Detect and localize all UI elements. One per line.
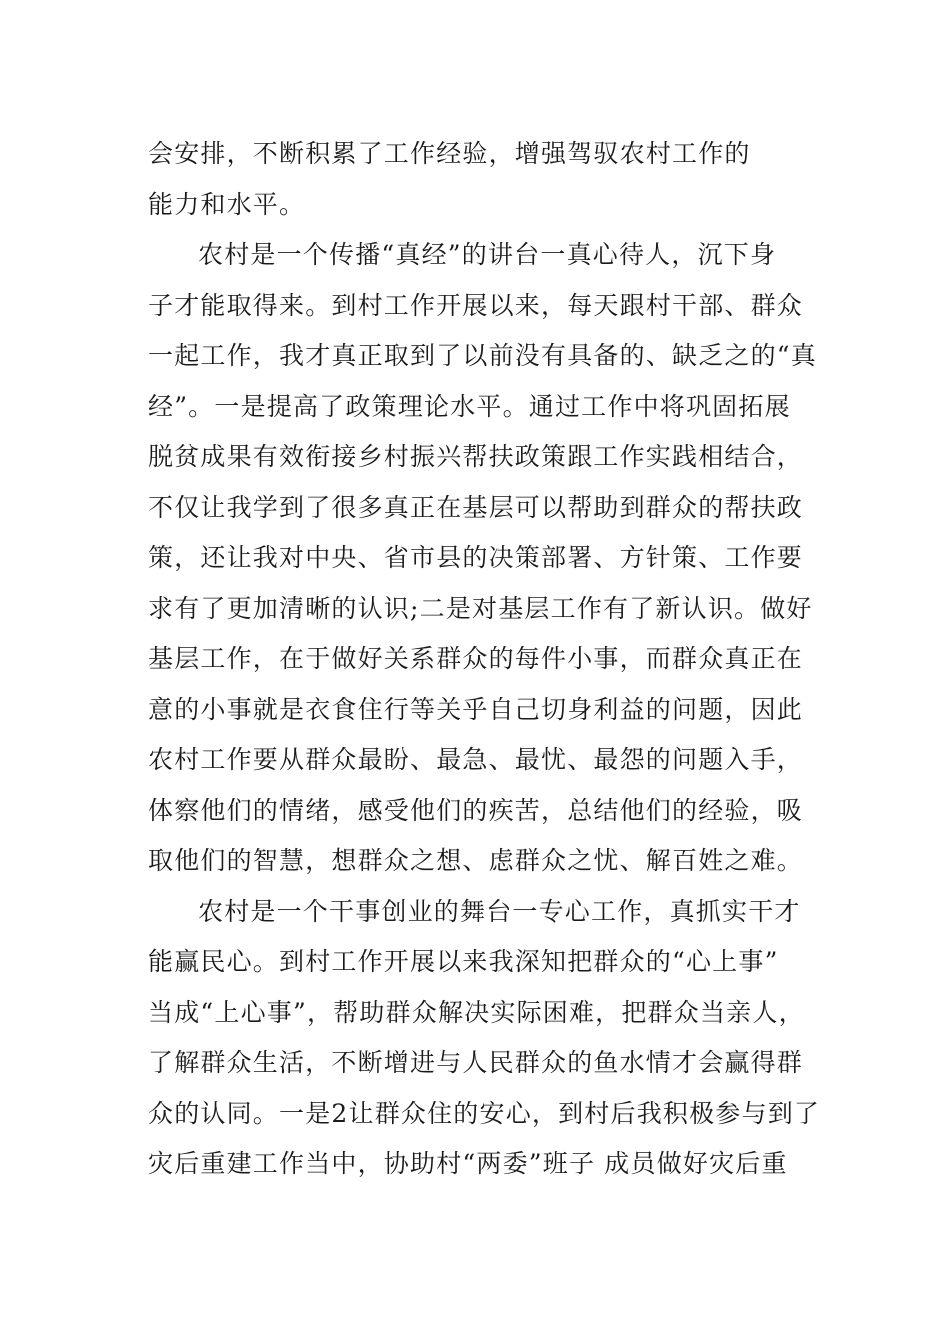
paragraph-start-line: 农村是一个干事创业的舞台一专心工作，真抓实干才 xyxy=(198,896,801,926)
text-line: 不仅让我学到了很多真正在基层可以帮助到群众的帮扶政 xyxy=(148,492,804,522)
text-line: 众的认同。一是2让群众住的安心，到村后我积极参与到了 xyxy=(148,1098,821,1128)
text-line: 灾后重建工作当中，协助村“两委”班子 成员做好灾后重 xyxy=(148,1149,788,1178)
text-line: 会安排，不断积累了工作经验，增强驾驭农村工作的 xyxy=(148,139,751,168)
paragraph-start-line: 农村是一个传播“真经”的讲台一真心待人，沉下身 xyxy=(198,240,777,269)
text-line: 体察他们的情绪，感受他们的疾苦，总结他们的经验，吸 xyxy=(148,795,804,825)
text-line: 农村工作要从群众最盼、最急、最忧、最怨的问题入手， xyxy=(148,745,804,774)
body-text xyxy=(148,129,821,1190)
text-line: 策，还让我对中央、省市县的决策部署、方针策、工作要 xyxy=(148,543,804,572)
text-line: 取他们的智慧，想群众之想、虑群众之忧、解百姓之难。 xyxy=(148,846,804,875)
text-line: 能赢民心。到村工作开展以来我深知把群众的“心上事” xyxy=(148,947,779,976)
text-line: 能力和水平。 xyxy=(148,189,306,219)
text-line: 意的小事就是衣食住行等关乎自己切身利益的问题，因此 xyxy=(148,694,804,724)
text-line: 当成“上心事”，帮助群众解决实际困难，把群众当亲人， xyxy=(148,997,805,1027)
text-line: 经”。一是提高了政策理论水平。通过工作中将巩固拓展 xyxy=(148,391,791,421)
text-line: 基层工作，在于做好关系群众的每件小事，而群众真正在 xyxy=(148,644,804,673)
text-line: 一起工作，我才真正取到了以前没有具备的、缺乏之的“真 xyxy=(148,341,817,370)
text-line: 求有了更加清晰的认识;二是对基层工作有了新认识。做好 xyxy=(148,593,813,623)
text-line: 了解群众生活，不断增进与人民群众的鱼水情才会赢得群 xyxy=(148,1048,804,1077)
text-line: 脱贫成果有效衔接乡村振兴帮扶政策跟工作实践相结合， xyxy=(148,442,804,471)
text-line: 子才能取得来。到村工作开展以来，每天跟村干部、群众 xyxy=(148,290,804,320)
